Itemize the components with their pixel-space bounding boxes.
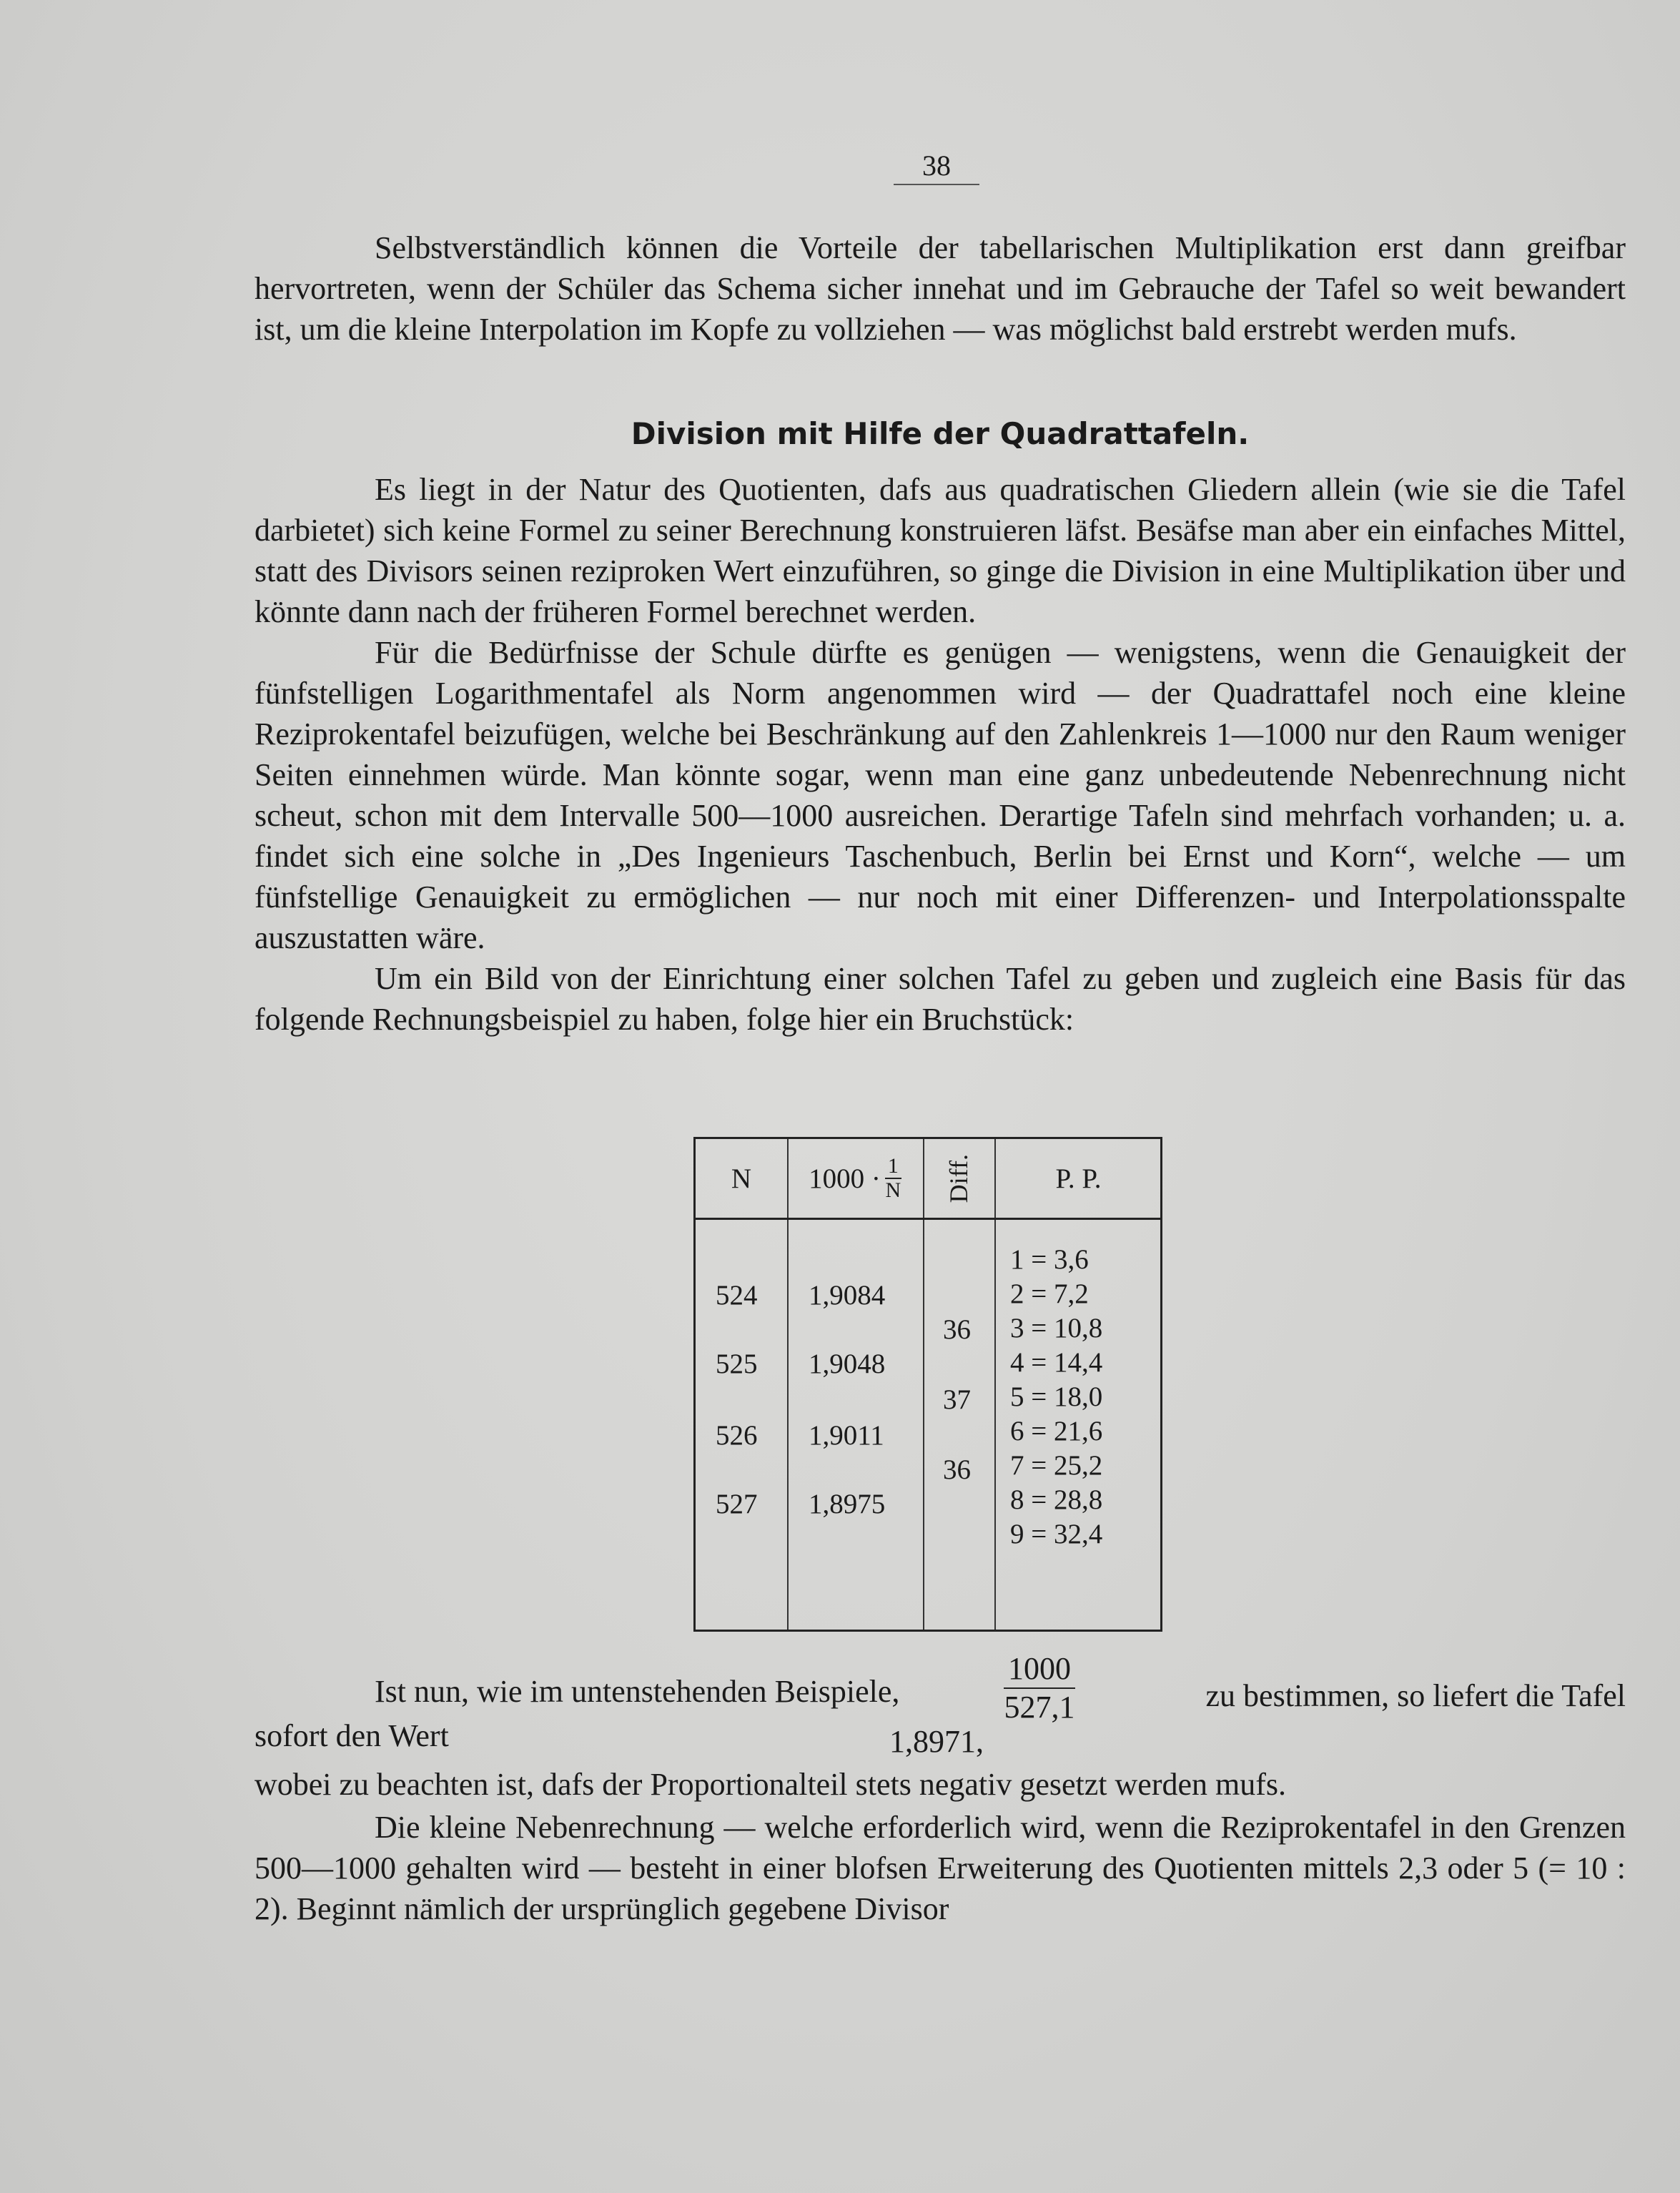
example-value: 1,8971, xyxy=(889,1724,984,1759)
table-pp-entry: 9 = 32,4 xyxy=(1010,1519,1103,1549)
table-diff: 36 xyxy=(943,1454,971,1485)
table-header-n: N xyxy=(731,1163,752,1194)
table-pp-entry: 8 = 28,8 xyxy=(1010,1484,1103,1515)
table-pp-entry: 2 = 7,2 xyxy=(1010,1278,1089,1309)
table-header-rule xyxy=(696,1218,1160,1220)
table-pp-entry: 5 = 18,0 xyxy=(1010,1381,1103,1412)
example-intro: Ist nun, wie im untenstehenden Beispiele, xyxy=(375,1674,900,1709)
table-pp-entry: 6 = 21,6 xyxy=(1010,1416,1103,1447)
table-pp-entry: 1 = 3,6 xyxy=(1010,1244,1089,1275)
table-pp-entry: 4 = 14,4 xyxy=(1010,1347,1103,1378)
page-number: 38 xyxy=(894,149,979,185)
paragraph-intro: Selbstverständlich können die Vorteile der tabellarischen Multiplikation erst dann greifbar hervortreten, wenn der Schüler das Schema sicher innehat und im Gebrauche der Tafel so weit bewandert ist, um die kleine Interpolation im Kopfe zu vollziehen — was möglichst bald erstrebt werden mufs. xyxy=(255,230,1626,347)
paragraph-quotient: Es liegt in der Natur des Quotienten, dafs aus quadratischen Gliedern allein (wie sie die Tafel darbietet) sich keine Formel zu seiner Berechnung konstruieren läfst. Besäfse man aber ein einfaches Mittel, statt des Divisors seinen reziproken Wert einzuführen, so ginge die Division in eine Multiplikation über und könnte dann nach der früheren Formel berechnet werden. xyxy=(255,472,1626,629)
table-diff: 37 xyxy=(943,1384,971,1415)
reciprocal-table xyxy=(693,1137,1162,1632)
table-pp-entry: 7 = 25,2 xyxy=(1010,1450,1103,1481)
reciprocal-fraction: $\frac{1}{N}$ xyxy=(885,1154,901,1202)
table-diff: 36 xyxy=(943,1314,971,1345)
example-fraction: $\frac{1000}{527,1}$ xyxy=(1004,1651,1075,1725)
section-heading: Division mit Hilfe der Quadrattafeln. xyxy=(631,416,1250,451)
table-row-value: 1,8975 xyxy=(809,1489,886,1519)
table-row-n: 527 xyxy=(716,1489,758,1519)
example-intro-end: zu bestimmen, so liefert die Tafel xyxy=(1205,1678,1626,1713)
table-row-n: 525 xyxy=(716,1349,758,1379)
table-header-diff: Diff. xyxy=(944,1153,973,1203)
example-note: wobei zu beachten ist, dafs der Proportionalteil stets negativ gesetzt werden mufs. xyxy=(255,1767,1287,1802)
table-pp-entry: 3 = 10,8 xyxy=(1010,1313,1103,1344)
paragraph-table-intro: Um ein Bild von der Einrichtung einer solchen Tafel zu geben und zugleich eine Basis für das folgende Rechnungsbeispiel zu haben, folge hier ein Bruchstück: xyxy=(255,961,1626,1037)
table-header-pp: P. P. xyxy=(1055,1163,1102,1194)
table-row-value: 1,9084 xyxy=(809,1280,886,1311)
table-row-value: 1,9011 xyxy=(809,1420,884,1451)
reciprocal-prefix: 1000 · xyxy=(809,1163,881,1194)
body-text xyxy=(255,469,1626,1040)
example-value-label: sofort den Wert xyxy=(255,1718,449,1753)
table-row-value: 1,9048 xyxy=(809,1349,886,1379)
table-row-n: 524 xyxy=(716,1280,758,1311)
paragraph-side-calculation: Die kleine Nebenrechnung — welche erforderlich wird, wenn die Reziprokentafel in den Grenzen 500—1000 gehalten wird — besteht in einer blofsen Erweiterung des Quotienten mittels 2,3 oder 5 (= 10 : 2). Beginnt nämlich der ursprünglich gegebene Divisor xyxy=(255,1810,1626,1926)
table-header-reciprocal xyxy=(787,1139,923,1218)
table-row-n: 526 xyxy=(716,1420,758,1451)
paragraph-school: Für die Bedürfnisse der Schule dürfte es genügen — wenigstens, wenn die Genauigkeit der fünfstelligen Logarithmentafel als Norm angenommen wird — der Quadrattafel noch eine kleine Reziprokentafel beizufügen, welche bei Beschränkung auf den Zahlenkreis 1—1000 nur den Raum weniger Seiten einnehmen würde. Man könnte sogar, wenn man eine ganz unbedeutende Nebenrechnung nicht scheut, schon mit dem Intervalle 500—1000 ausreichen. Derartige Tafeln sind mehrfach vorhanden; u. a. findet sich eine solche in „Des Ingenieurs Taschenbuch, Berlin bei Ernst und Korn“, welche — um fünfstellige Genauigkeit zu ermöglichen — nur noch mit einer Differenzen- und Interpolationsspalte auszustatten wäre. xyxy=(255,635,1626,955)
